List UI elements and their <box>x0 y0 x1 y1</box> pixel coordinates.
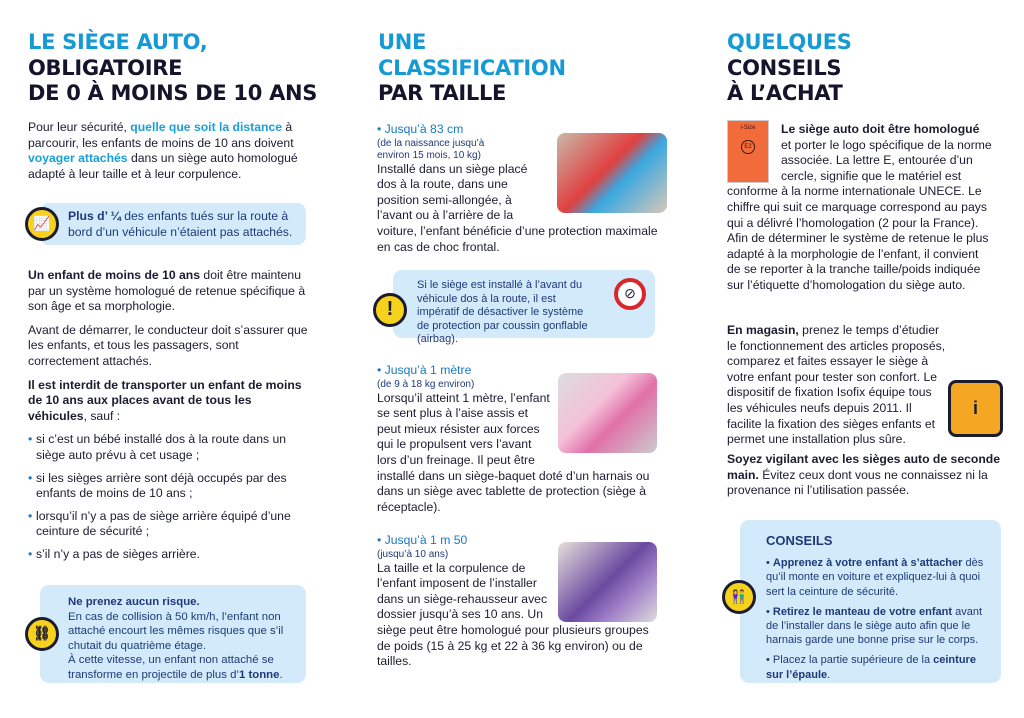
col1-title: LE SIÈGE AUTO, OBLIGATOIRE DE 0 À MOINS DE 10 ANS <box>28 30 318 105</box>
tips-title: CONSEILS <box>766 533 833 548</box>
list-item: • s’il n’y a pas de sièges arrière. <box>28 547 310 563</box>
col1-intro: Pour leur sécurité, quelle que soit la distance à parcourir, les enfants de moins de 10 ans doivent voyager attachés dans un siège auto homologué adapté à leur taille et à leur corpulence. <box>28 120 298 181</box>
col3-title: QUELQUES CONSEILS À L’ACHAT <box>727 30 852 105</box>
list-item: • si c’est un bébé installé dos à la route dans un siège auto prévu à cet usage ; <box>28 432 310 463</box>
list-item: • si les sièges arrière sont déjà occupés par des enfants de moins de 10 ans ; <box>28 471 310 502</box>
children-icon: 👫 <box>722 580 756 614</box>
no-airbag-icon: ⊘ <box>614 278 646 310</box>
tip-item: • Retirez le manteau de votre enfant avant de l’installer dans le siège auto afin que le harnais garde une bonne prise sur le corps. <box>766 605 982 647</box>
col3-second-hand-text: Soyez vigilant avec les sièges auto de seconde main. Évitez ceux dont vous ne connaissez ni la provenance ni l’utilisation passée. <box>727 452 1000 498</box>
tip-item: • Apprenez à votre enfant à s’attacher dès qu’il monte en voiture et expliquez-lui à quoi sert la ceinture de sécurité. <box>766 557 984 598</box>
tip-item: • Placez la partie supérieure de la ceinture sur l’épaule. <box>766 654 976 681</box>
chart-icon: 📈 <box>25 207 59 241</box>
size-item-83cm: • Jusqu’à 83 cm (de la naissance jusqu’à environ 15 mois, 10 kg) Installé dans un siège placé dos à la route, dans une position semi-allongée, à l’avant ou à l’arrière de la voiture, l’enfant bénéficie d’une protection maximale en cas de choc frontal. <box>377 122 667 255</box>
toddler-seat-image <box>558 373 657 453</box>
seatbelt-icon: ⛓ <box>25 617 59 651</box>
isofix-icon: i <box>948 380 1003 437</box>
warning-icon: ! <box>373 293 407 327</box>
stat-box: Plus d’ ¼ des enfants tués sur la route à bord d’un véhicule n’étaient pas attachés. <box>40 203 306 245</box>
size-item-1m50: • Jusqu’à 1 m 50 (jusqu’à 10 ans) La taille et la corpulence de l’enfant imposent de l’installer dans un siège-rehausseur avec dossier jusqu’à ses 10 ans. Un siège peut être homologué pour plusieurs groupes de poids (15 à 25 kg et 22 à 36 kg environ) ou de tailles. <box>377 533 657 670</box>
booster-seat-image <box>558 542 657 622</box>
col2-title: UNE CLASSIFICATION PAR TAILLE <box>378 30 566 105</box>
tips-box <box>740 520 1001 683</box>
airbag-warning-box: Si le siège est installé à l’avant du véhicule dos à la route, il est impératif de désactiver le système de protection par coussin gonflable (airbag). <box>393 270 655 338</box>
size-item-1m: • Jusqu’à 1 mètre (de 9 à 18 kg environ) Lorsqu’il atteint 1 mètre, l’enfant se sent plus à l’aise assis et peut mieux résister aux forces qui le propulsent vers l’avant lors d’un freinage. Il peut être installé dans un siège-baquet doté d’un harnais ou dans un siège avec tablette de protection (siège à réceptacle). <box>377 363 657 515</box>
exceptions-list <box>28 432 310 562</box>
risk-box: Ne prenez aucun risque. En cas de collision à 50 km/h, l’enfant non attaché encourt les mêmes risques que s’il chutait du quatrième étage. À cette vitesse, un enfant non attaché se transforme en projectile de plus d’1 tonne. <box>40 585 306 683</box>
col3-homologation-text: Le siège auto doit être homologué et porter le logo spécifique de la norme associée. La lettre E, entourée d’un cercle, signifie que le matériel est conforme à la norme internationale UNECE. Le chiffre qui suit ce marquage correspond au pays qui a délivré l’homologation (2 pour la France). Afin de déterminer le système de retenue le plus adapté à la morphologie de l’enfant, il convient de se reporter à la tranche taille/poids indiquée sur l’étiquette d’homologation du siège auto. <box>727 122 992 292</box>
col1-body: Un enfant de moins de 10 ans doit être maintenu par un système homologué de retenue spécifique à son âge et sa morphologie. Avant de démarrer, le conducteur doit s’assurer que les enfants, et tous les passagers, sont correctement attachés. Il est interdit de transporter un enfant de moins de 10 ans aux places avant de tous les véhicules, sauf : • si c’est un bébé installé dos à la route dans un siège auto prévu à cet usage ; • si les sièges arrière sont déjà occupés par des enfants de moins de 10 ans ; • lorsqu’il n’y a pas de siège arrière équipé d’une ceinture de sécurité ; • s’il n’y a pas de sièges arrière. <box>28 268 310 570</box>
col3-store-text: En magasin, prenez le temps d’étudier le fonctionnement des articles proposés, comparez et faites essayer le siège à votre enfant pour tester son confort. Le dispositif de fixation Isofix équipe tous les véhicules neufs depuis 2011. Il facilite la fixation des sièges enfants et permet une installation plus sûre. <box>727 323 946 447</box>
homologation-label: i-Size E2 <box>727 120 769 183</box>
list-item: • lorsqu’il n’y a pas de siège arrière équipé d’une ceinture de sécurité ; <box>28 509 310 540</box>
baby-seat-image <box>557 133 667 213</box>
